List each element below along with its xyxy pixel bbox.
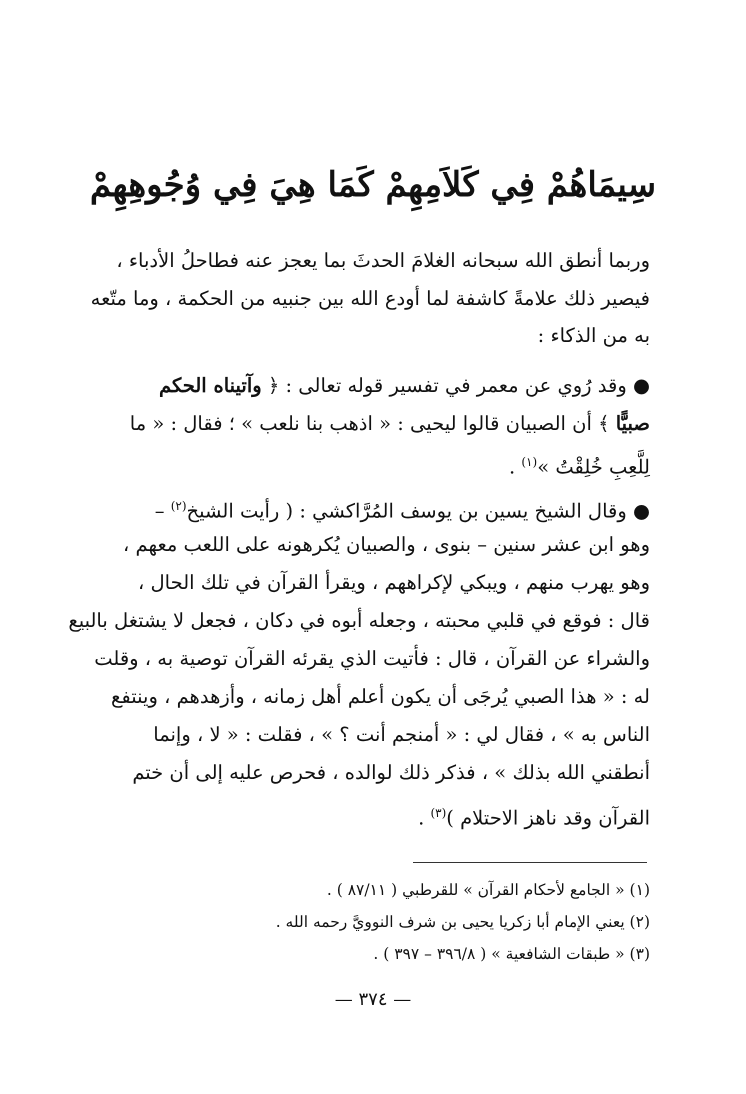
para2-line-2: وهو ابن عشر سنين – بنوى ، والصبيان يُكرهونه على اللعب معهم ،	[122, 533, 650, 556]
para1-line-3	[509, 447, 650, 483]
footnote-2: (٢) يعني الإمام أبا زكريا يحيى بن شرف النوويَّ رحمه الله .	[275, 913, 650, 931]
footnote-3: (٣) « طبقات الشافعية » ( ٣٩٦/٨ – ٣٩٧ ) .	[373, 945, 650, 963]
para2-line-3: وهو يهرب منهم ، ويبكي لإكراههم ، ويقرأ القرآن في تلك الحال ،	[138, 571, 650, 594]
bullet-icon: ●	[632, 374, 650, 397]
footnote-ref-2: (٢)	[170, 499, 187, 513]
para2-line-4: قال : فوقع في قلبي محبته ، وجعله أبوه في دكان ، فجعل لا يشتغل بالبيع	[68, 609, 650, 632]
para2-end: .	[418, 806, 431, 830]
footnote-ref-1: (١)	[521, 455, 538, 469]
intro-line-2: فيصير ذلك علامةً كاشفة لما أودع الله بين جنبيه من الحكمة ، وما متّعه	[90, 287, 650, 310]
section-heading: سِيمَاهُمْ فِي كَلاَمِهِمْ كَمَا هِيَ فِي وُجُوهِهِمْ	[89, 165, 657, 205]
page-number: — ٣٧٤ —	[334, 989, 412, 1010]
quran-verse-part-2: صبيًّا	[615, 412, 650, 435]
para1-text-c: لِلَّعِبِ خُلِقْتُ »	[537, 455, 650, 479]
bullet-icon: ●	[632, 499, 650, 523]
para2-text-9: القرآن وقد ناهز الاحتلام )	[446, 806, 650, 830]
footnote-1: (١) « الجامع لأحكام القرآن » للقرطبي ( ٨٧/١١ ) .	[326, 881, 650, 899]
quran-verse-part-1: وآتيناه الحكم	[159, 374, 262, 397]
para1-text-b: ﴾ أن الصبيان قالوا ليحيى : « اذهب بنا نلعب » ؛ فقال : « ما	[129, 412, 610, 435]
para2-line-8: أنطقني الله بذلك » ، فذكر ذلك لوالده ، فحرص عليه إلى أن ختم	[132, 761, 650, 784]
footnote-divider	[413, 862, 647, 863]
para1-end: .	[508, 455, 522, 479]
para2-line-5: والشراء عن القرآن ، قال : فأتيت الذي يقرئه القرآن توصية به ، وقلت	[94, 647, 650, 670]
para2-line-6: له : « هذا الصبي يُرجَى أن يكون أعلم أهل زمانه ، وأزهدهم ، وينتفع	[111, 685, 650, 708]
para2-dash: –	[154, 499, 171, 523]
para2-text-1: وقال الشيخ يسين بن يوسف المُرَّاكشي : ( رأيت الشيخ	[186, 499, 627, 523]
para1-text-a: وقد رُوي عن معمر في تفسير قوله تعالى : ﴿	[267, 374, 627, 397]
footnote-ref-3: (٣)	[430, 806, 447, 820]
para1-line-1	[159, 371, 650, 401]
intro-line-3: به من الذكاء :	[537, 324, 650, 347]
para2-line-9	[418, 798, 650, 834]
para2-line-7: الناس به » ، فقال لي : « أمنجم أنت ؟ » ، فقلت : « لا ، وإنما	[153, 723, 650, 746]
para2-line-1	[155, 491, 650, 527]
para1-line-2	[130, 409, 650, 439]
intro-line-1: وربما أنطق الله سبحانه الغلامَ الحدثَ بما يعجز عنه فطاحلُ الأدباء ،	[116, 249, 650, 272]
